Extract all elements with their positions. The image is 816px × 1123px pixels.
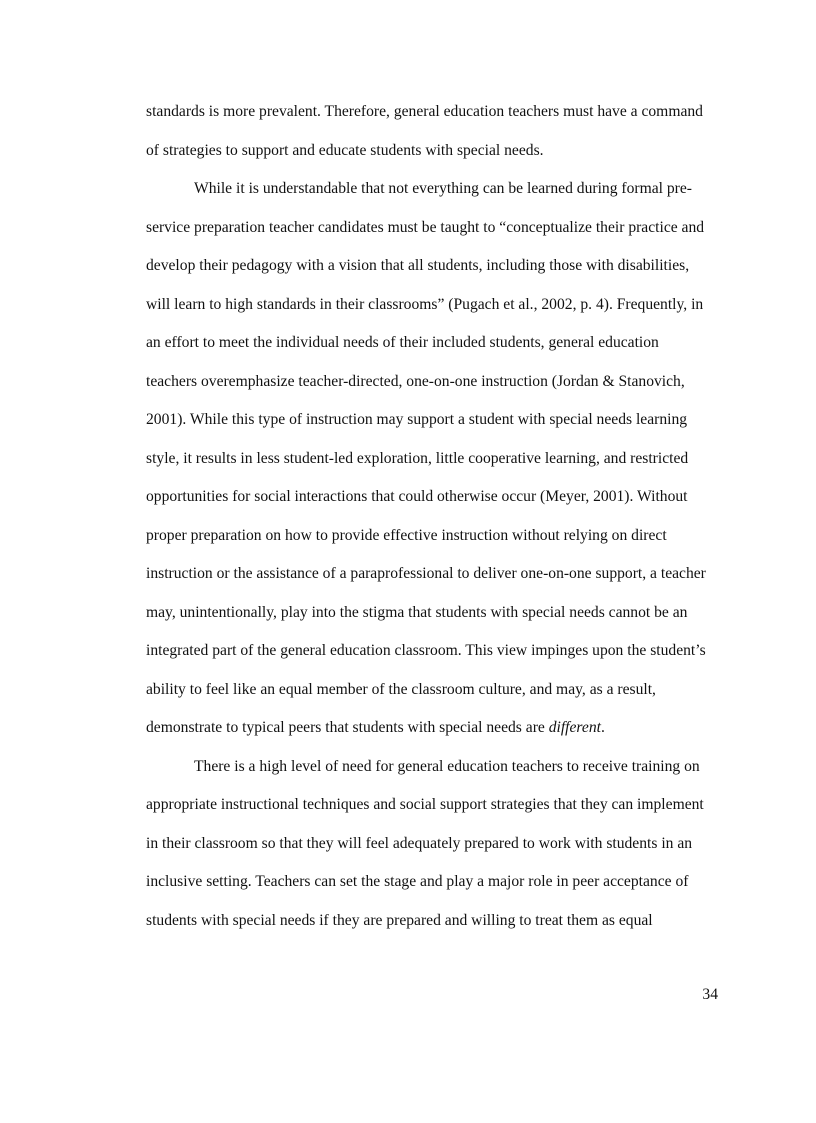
- body-text-line: students with special needs if they are prepared and willing to treat them as equal: [146, 912, 653, 929]
- body-text-line: [146, 718, 726, 738]
- body-text-line: in their classroom so that they will feel adequately prepared to work with students in an: [146, 835, 693, 852]
- body-text-line: ability to feel like an equal member of the classroom culture, and may, as a result,: [146, 681, 656, 698]
- body-text-segment: demonstrate to typical peers that students with special needs are: [146, 719, 549, 736]
- italic-emphasis: different: [548, 719, 601, 736]
- body-text-line: teachers overemphasize teacher-directed, one-on-one instruction (Jordan & Stanovich,: [146, 373, 685, 390]
- body-text-line: standards is more prevalent. Therefore, general education teachers must have a command: [146, 103, 703, 120]
- body-text-line: appropriate instructional techniques and social support strategies that they can implement: [146, 796, 704, 813]
- paragraph-start-line: While it is understandable that not everything can be learned during formal pre-: [194, 180, 692, 197]
- body-text-line: will learn to high standards in their classrooms” (Pugach et al., 2002, p. 4). Frequently, in: [146, 296, 704, 313]
- body-text-line: 2001). While this type of instruction may support a student with special needs learning: [146, 411, 688, 428]
- body-text-line: inclusive setting. Teachers can set the stage and play a major role in peer acceptance of: [146, 873, 689, 890]
- paragraph-start-line: There is a high level of need for general education teachers to receive training on: [194, 758, 700, 775]
- body-text-line: of strategies to support and educate students with special needs.: [146, 142, 544, 159]
- body-text-line: service preparation teacher candidates must be taught to “conceptualize their practice and: [146, 219, 705, 236]
- body-text-line: integrated part of the general education classroom. This view impinges upon the student’s: [146, 642, 706, 659]
- sentence-period: .: [600, 719, 605, 736]
- body-text-line: develop their pedagogy with a vision that all students, including those with disabilities,: [146, 257, 690, 274]
- body-text-line: may, unintentionally, play into the stigma that students with special needs cannot be an: [146, 604, 688, 621]
- body-text-line: style, it results in less student-led exploration, little cooperative learning, and restricted: [146, 450, 689, 467]
- body-text-line: opportunities for social interactions that could otherwise occur (Meyer, 2001). Without: [146, 488, 688, 505]
- body-text-line: proper preparation on how to provide effective instruction without relying on direct: [146, 527, 667, 544]
- body-text-line: an effort to meet the individual needs of their included students, general education: [146, 334, 659, 351]
- page-number: 34: [702, 986, 718, 1003]
- body-text-line: instruction or the assistance of a paraprofessional to deliver one-on-one support, a teacher: [146, 565, 706, 582]
